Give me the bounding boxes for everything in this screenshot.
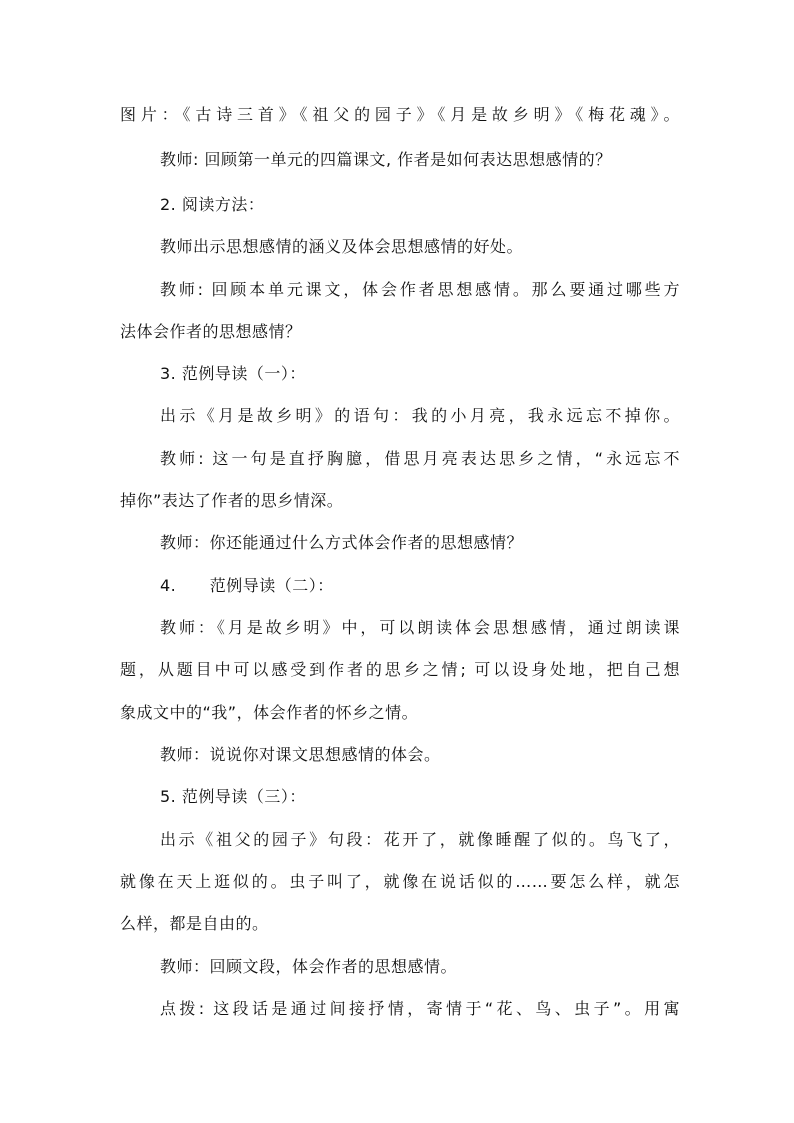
text-line-8: 出示《月是故乡明》的语句：我的小月亮，我永远忘不掉你。 [160, 406, 680, 425]
text-line-4: 教师出示思想感情的涵义及体会思想感情的好处。 [160, 237, 524, 256]
text-line-10: 掉你”表达了作者的思乡情深。 [120, 491, 344, 510]
text-line-2: 教师: 回顾第一单元的四篇课文, 作者是如何表达思想感情的？ [160, 150, 612, 169]
text-line-9: 教师: 这一句是直抒胸臆，借思月亮表达思乡之情，“永远忘不 [160, 449, 680, 468]
text-line-17: 5. 范例导读（三）： [160, 787, 306, 806]
text-line-22: 点拨: 这段话是通过间接抒情，寄情于“花、鸟、虫子”。用寓 [160, 999, 680, 1018]
text-line-16: 教师：说说你对课文思想感情的体会。 [160, 745, 441, 764]
text-line-11: 教师：你还能通过什么方式体会作者的思想感情？ [160, 533, 524, 552]
text-line-5: 教师: 回顾本单元课文，体会作者思想感情。那么要通过哪些方 [160, 280, 680, 299]
text-line-14: 题，从题目中可以感受到作者的思乡之情; 可以设身处地，把自己想 [120, 660, 680, 679]
text-line-18: 出示《祖父的园子》句段：花开了，就像睡醒了似的。鸟飞了， [160, 830, 680, 849]
text-line-7: 3. 范例导读（一）： [160, 364, 306, 383]
text-line-19: 就像在天上逛似的。虫子叫了，就像在说话似的……要怎么样，就怎 [120, 872, 680, 891]
text-line-3: 2. 阅读方法： [160, 195, 265, 214]
text-line-15: 象成文中的“我”，体会作者的怀乡之情。 [120, 703, 419, 722]
text-line-6: 法体会作者的思想感情？ [120, 322, 302, 341]
text-line-20: 么样，都是自由的。 [120, 914, 269, 933]
text-line-21: 教师：回顾文段，体会作者的思想感情。 [160, 957, 458, 976]
text-line-13: 教师：《月是故乡明》中，可以朗读体会思想感情，通过朗读课 [160, 618, 680, 637]
text-line-12: 4. 范例导读（二）： [160, 576, 334, 595]
text-line-1: 图片：《古诗三首》《祖父的园子》《月是故乡明》《梅花魂》。 [120, 105, 680, 124]
